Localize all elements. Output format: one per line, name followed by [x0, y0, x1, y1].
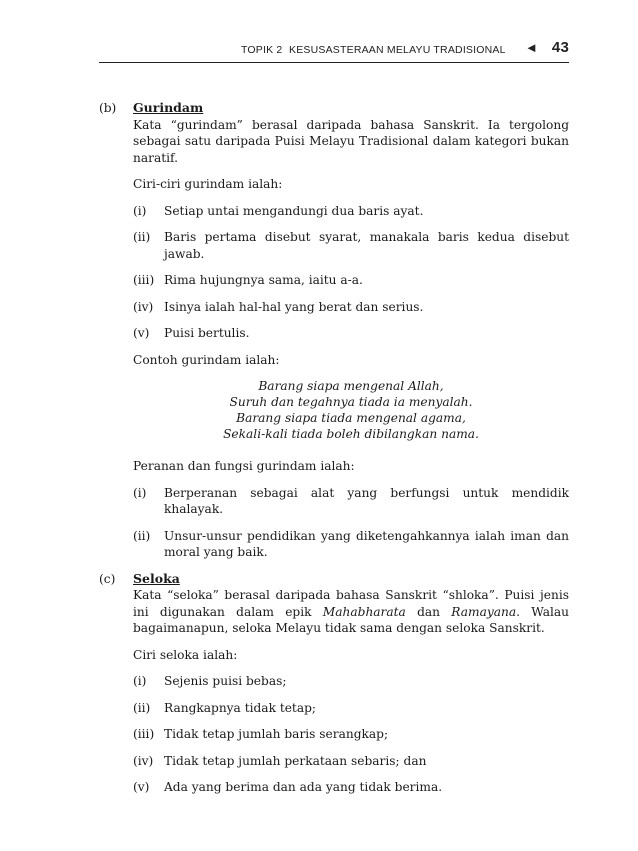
section-title: Seloka: [133, 570, 180, 586]
list-number: (iii): [133, 727, 155, 741]
list-item: [133, 753, 569, 770]
list-text: Berperanan sebagai alat yang berfungsi untuk mendidik khalayak.: [164, 485, 569, 516]
section-label: (b): [99, 101, 117, 115]
list-number: (ii): [133, 700, 151, 715]
list-text: Baris pertama disebut syarat, manakala baris kedua disebut jawab.: [164, 230, 569, 261]
epic-title: Ramayana: [451, 604, 517, 619]
poem-line: Barang siapa tiada mengenal agama,: [236, 411, 466, 425]
list-number: (i): [133, 674, 147, 688]
list-item: [133, 673, 569, 690]
header-chapter-title: KESUSASTERAAN MELAYU TRADISIONAL: [289, 44, 506, 56]
list-item: [133, 325, 569, 342]
epic-title: Mahabharata: [322, 604, 406, 619]
list-text: Isinya ialah hal-hal yang berat dan serius.: [164, 299, 424, 314]
list-number: (i): [133, 485, 147, 500]
list-item: [133, 528, 569, 561]
list-item: [133, 229, 569, 262]
list-number: (iii): [133, 273, 155, 287]
section-intro: Kata “gurindam” berasal daripada bahasa Sanskrit. Ia tergolong sebagai satu daripada Puisi Melayu Tradisional dalam kategori bukan naratif.: [133, 117, 569, 165]
list-text: Unsur-unsur pendidikan yang diketengahkannya ialah iman dan moral yang baik.: [164, 528, 569, 559]
section-label: (c): [99, 571, 116, 586]
list-text: Puisi bertulis.: [164, 326, 250, 340]
section-intro: Kata “seloka” berasal daripada bahasa Sanskrit “shloka”. Puisi jenis ini digunakan dalam epik Mahabharata dan Ramayana. Walau bagaimanapun, seloka Melayu tidak sama dengan seloka Sanskrit.: [133, 588, 569, 635]
poem-line: Barang siapa mengenal Allah,: [258, 379, 444, 393]
list-item: [133, 272, 569, 289]
list-item: [133, 726, 569, 743]
list-item: [133, 299, 569, 316]
list-text: Sejenis puisi bebas;: [164, 674, 287, 688]
list-number: (iv): [133, 753, 154, 768]
roles-heading: Peranan dan fungsi gurindam ialah:: [133, 459, 355, 473]
features-heading: Ciri seloka ialah:: [133, 647, 238, 662]
list-text: Rangkapnya tidak tetap;: [164, 700, 317, 715]
list-item: [133, 700, 569, 717]
header-topic: TOPIK 2: [241, 44, 283, 56]
list-number: (iv): [133, 299, 154, 314]
list-text: Ada yang berima dan ada yang tidak berima.: [164, 780, 443, 794]
page-content: [99, 100, 569, 806]
section-title: Gurindam: [133, 100, 204, 115]
list-number: (i): [133, 203, 147, 218]
list-number: (ii): [133, 230, 151, 244]
list-text: Setiap untai mengandungi dua baris ayat.: [164, 203, 424, 218]
list-text: Tidak tetap jumlah baris serangkap;: [164, 727, 389, 741]
poem-line: Suruh dan tegahnya tiada ia menyalah.: [229, 395, 473, 409]
list-number: (ii): [133, 528, 151, 543]
section-seloka: [99, 571, 569, 796]
list-item: [133, 779, 569, 796]
poem-line: Sekali-kali tiada boleh dibilangkan nama.: [223, 427, 479, 441]
gurindam-poem: [133, 378, 569, 442]
list-item: [133, 203, 569, 220]
list-text: Tidak tetap jumlah perkataan sebaris; dan: [164, 753, 427, 768]
section-gurindam: [99, 100, 569, 561]
page-header: [99, 38, 569, 63]
list-text: Rima hujungnya sama, iaitu a-a.: [164, 273, 363, 287]
left-arrow-icon: ◄: [525, 40, 539, 55]
features-heading: Ciri-ciri gurindam ialah:: [133, 177, 283, 191]
list-number: (v): [133, 780, 150, 794]
list-number: (v): [133, 326, 150, 340]
example-heading: Contoh gurindam ialah:: [133, 352, 280, 367]
page-number: 43: [551, 39, 569, 56]
list-item: [133, 485, 569, 518]
